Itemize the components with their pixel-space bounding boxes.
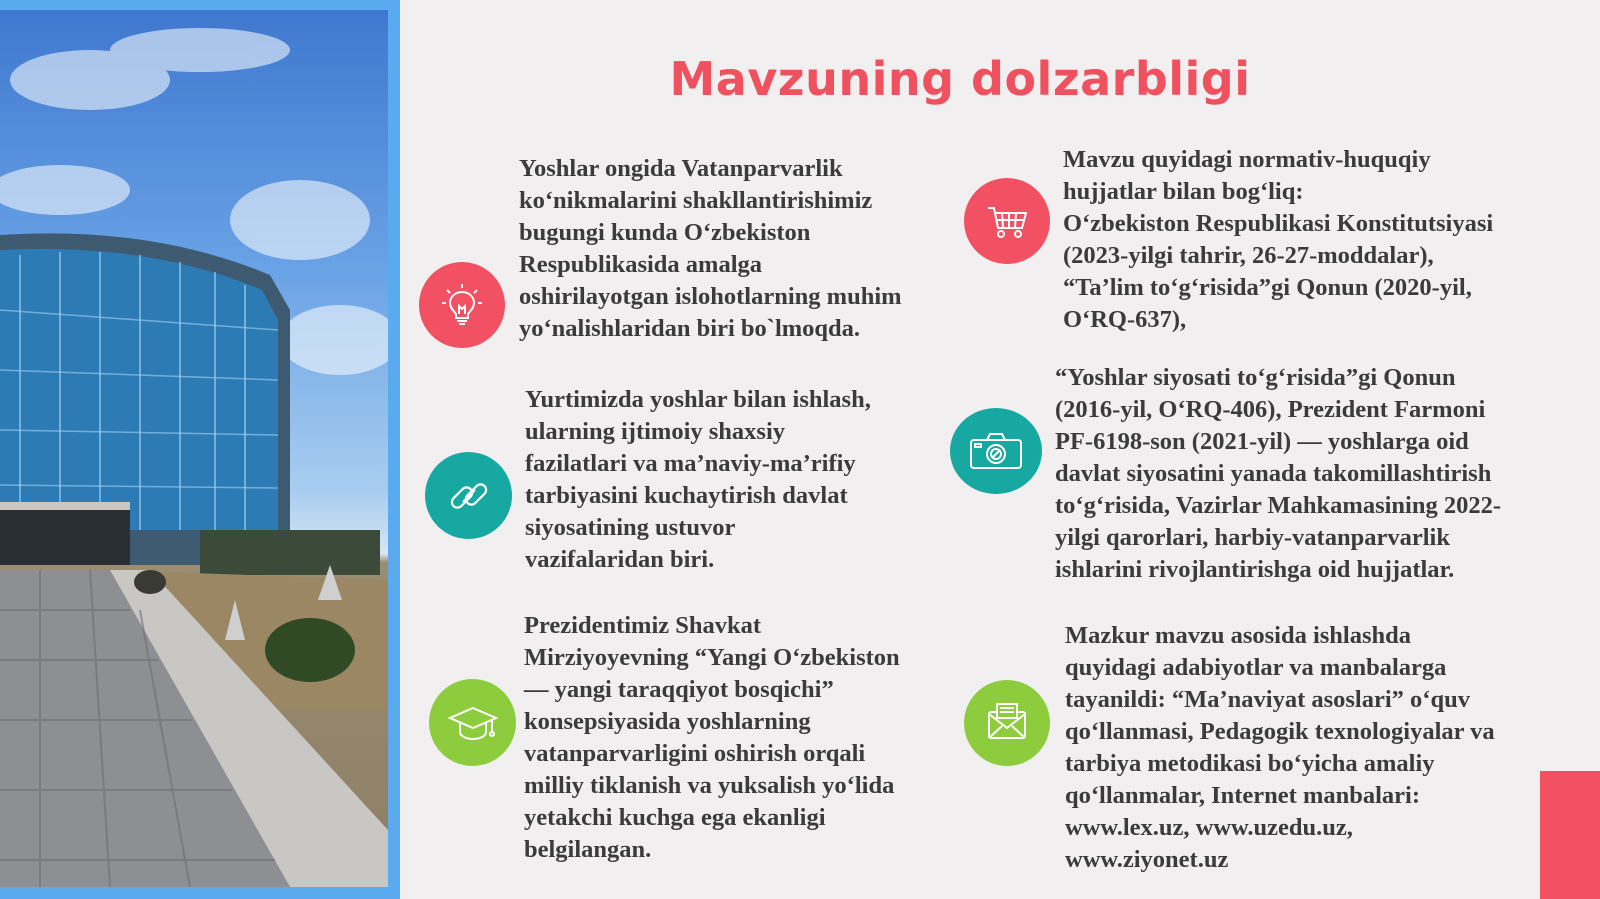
shopping-cart-icon xyxy=(964,178,1050,264)
lightbulb-icon xyxy=(419,262,505,348)
item-text: Yoshlar ongida Vatanparvarlik ko‘nikmalarini shakllantirishimiz bugungi kunda O‘zbekiston Respublikasida amalga oshirilayotgan islohotlarning muhim yo‘nalishlaridan biri bo`lmoqda. xyxy=(519,155,902,342)
corner-accent xyxy=(1540,771,1600,899)
building-photo xyxy=(0,10,388,887)
link-icon xyxy=(425,452,512,539)
photo-frame xyxy=(0,0,400,899)
graduation-cap-icon xyxy=(429,679,516,766)
item-text: Mazkur mavzu asosida ishlashda quyidagi adabiyotlar va manbalarga tayanildi: “Ma’naviyat asoslari” o‘quv qo‘llanmasi, Pedagogik texnologiyalar va tarbiya metodikasi bo‘yicha amaliy qo‘llanmalar, Internet manbalari: www.lex.uz, www.uzedu.uz, www.ziyonet.uz xyxy=(1065,622,1495,873)
item-text: Prezidentimiz Shavkat Mirziyoyevning “Yangi O‘zbekiston — yangi taraqqiyot bosqichi” konsepsiyasida yoshlarning vatanparvarligini oshirish orqali milliy tiklanish va yuksalish yo‘lida yetakchi kuchga ega ekanligi belgilangan. xyxy=(524,612,900,863)
item-text: “Yoshlar siyosati to‘g‘risida”gi Qonun (2016-yil, O‘RQ-406), Prezident Farmoni PF-6198-son (2021-yil) — yoshlarga oid davlat siyosatini yanada takomillashtirish to‘g‘risida, Vazirlar Mahkamasining 2022- yilgi qarorlari, harbiy-vatanparvarlik ishlarini rivojlantirishga oid hujjatlar. xyxy=(1055,364,1502,583)
slide-title: Mavzuning dolzarbligi xyxy=(669,52,1251,106)
building-illustration xyxy=(0,10,388,887)
item-text: Mavzu quyidagi normativ-huquqiy hujjatlar bilan bog‘liq: O‘zbekiston Respublikasi Konstitutsiyasi (2023-yilgi tahrir, 26-27-moddalar), “Ta’lim to‘g‘risida”gi Qonun (2020-yil, O‘RQ-637), xyxy=(1063,146,1494,333)
camera-icon xyxy=(950,408,1042,494)
envelope-icon xyxy=(964,680,1050,766)
item-text: Yurtimizda yoshlar bilan ishlash, ularning ijtimoiy shaxsiy fazilatlari va ma’naviy-ma’rifiy tarbiyasini kuchaytirish davlat siyosatining ustuvor vazifalaridan biri. xyxy=(525,386,871,573)
